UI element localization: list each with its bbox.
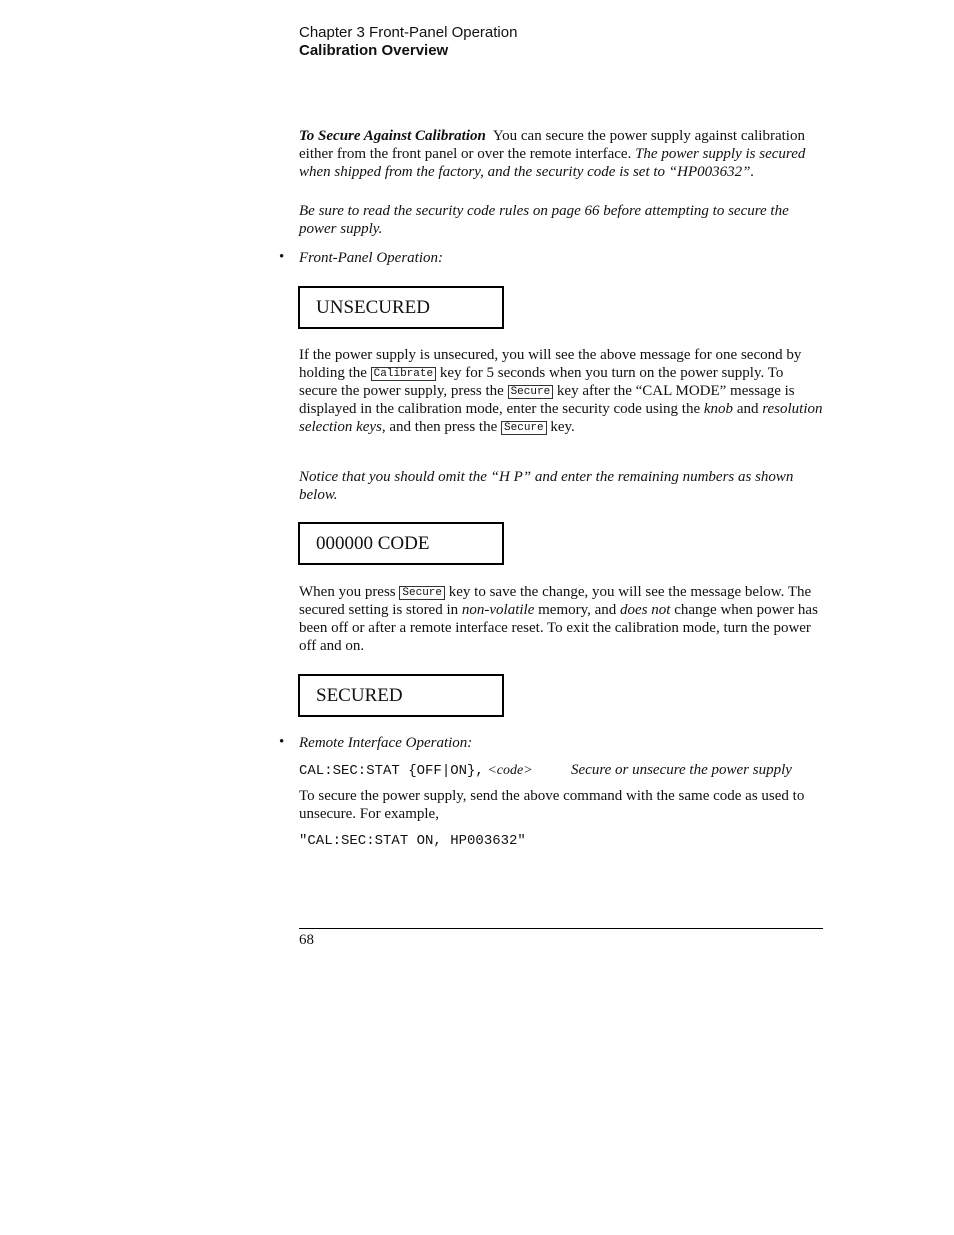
display-secured-text: SECURED xyxy=(316,685,403,706)
display-unsecured xyxy=(298,286,504,329)
front-panel-label: Front-Panel Operation: xyxy=(299,250,444,266)
secure-paragraph xyxy=(299,583,823,655)
warning-paragraph: Be sure to read the security code rules on page 66 before attempting to secure the power supply. xyxy=(299,203,789,237)
scpi-command-param: <code> xyxy=(487,763,533,778)
intro-heading: To Secure Against Calibration xyxy=(299,128,486,144)
para1-text-3: key after the “CAL MODE” message is displayed in the calibration mode, enter the security code using the xyxy=(299,383,795,417)
para2-text-1: When you press xyxy=(299,584,396,600)
intro-paragraph xyxy=(299,127,823,181)
secure-key-3: Secure xyxy=(399,586,445,600)
para2-text-2: key to save the change, you will see the message below. The secured setting is stored in xyxy=(299,584,812,618)
knob-text: knob xyxy=(703,401,734,417)
display-unsecured-text: UNSECURED xyxy=(316,297,431,318)
para1-text-6: key. xyxy=(550,419,575,435)
para2-text-4: change when power has been off or after a remote interface reset. To exit the calibration mode, turn the power off and on. xyxy=(299,602,818,654)
example-command: "CAL:SEC:STAT ON, HP003632" xyxy=(299,833,526,849)
remote-paragraph: To secure the power supply, send the above command with the same code as used to unsecure. For example, xyxy=(299,788,805,822)
bullet-remote: • xyxy=(279,734,285,750)
does-not-text: does not xyxy=(620,602,671,618)
para1-text-2: key for 5 seconds when you turn on the power supply. To secure the power supply, press the xyxy=(299,365,784,399)
section-title: Calibration Overview xyxy=(299,42,449,59)
para1-text-5: , and then press the xyxy=(381,419,498,435)
display-code-text: 000000 CODE xyxy=(316,533,430,554)
scpi-command-text: CAL:SEC:STAT {OFF|ON}, xyxy=(299,763,484,779)
secure-key: Secure xyxy=(508,385,554,399)
scpi-command xyxy=(299,763,533,779)
secure-key-2: Secure xyxy=(501,421,547,435)
intro-text: You can secure the power supply against calibration either from the front panel or over the remote interface. xyxy=(299,128,805,162)
footer-rule xyxy=(299,928,823,929)
para1-text-1: If the power supply is unsecured, you will see the above message for one second by holding the xyxy=(299,347,802,381)
remote-label: Remote Interface Operation: xyxy=(299,735,473,751)
page-number: 68 xyxy=(299,932,314,948)
scpi-command-description: Secure or unsecure the power supply xyxy=(571,762,792,778)
notice-paragraph: Notice that you should omit the “H P” and enter the remaining numbers as shown below. xyxy=(299,469,794,503)
non-volatile-text: non-volatile xyxy=(461,602,535,618)
display-secured xyxy=(298,674,504,717)
resolution-keys-text: resolution selection keys xyxy=(299,401,823,435)
unsecure-paragraph xyxy=(299,346,823,436)
calibrate-key: Calibrate xyxy=(371,367,436,381)
display-code xyxy=(298,522,504,565)
para2-text-3: memory, and xyxy=(538,602,617,618)
para1-text-4: and xyxy=(736,401,759,417)
intro-note: The power supply is secured when shipped from the factory, and the security code is set to “HP003632”. xyxy=(299,146,806,180)
bullet-front-panel: • xyxy=(279,249,285,265)
chapter-title: Chapter 3 Front-Panel Operation xyxy=(299,24,518,41)
